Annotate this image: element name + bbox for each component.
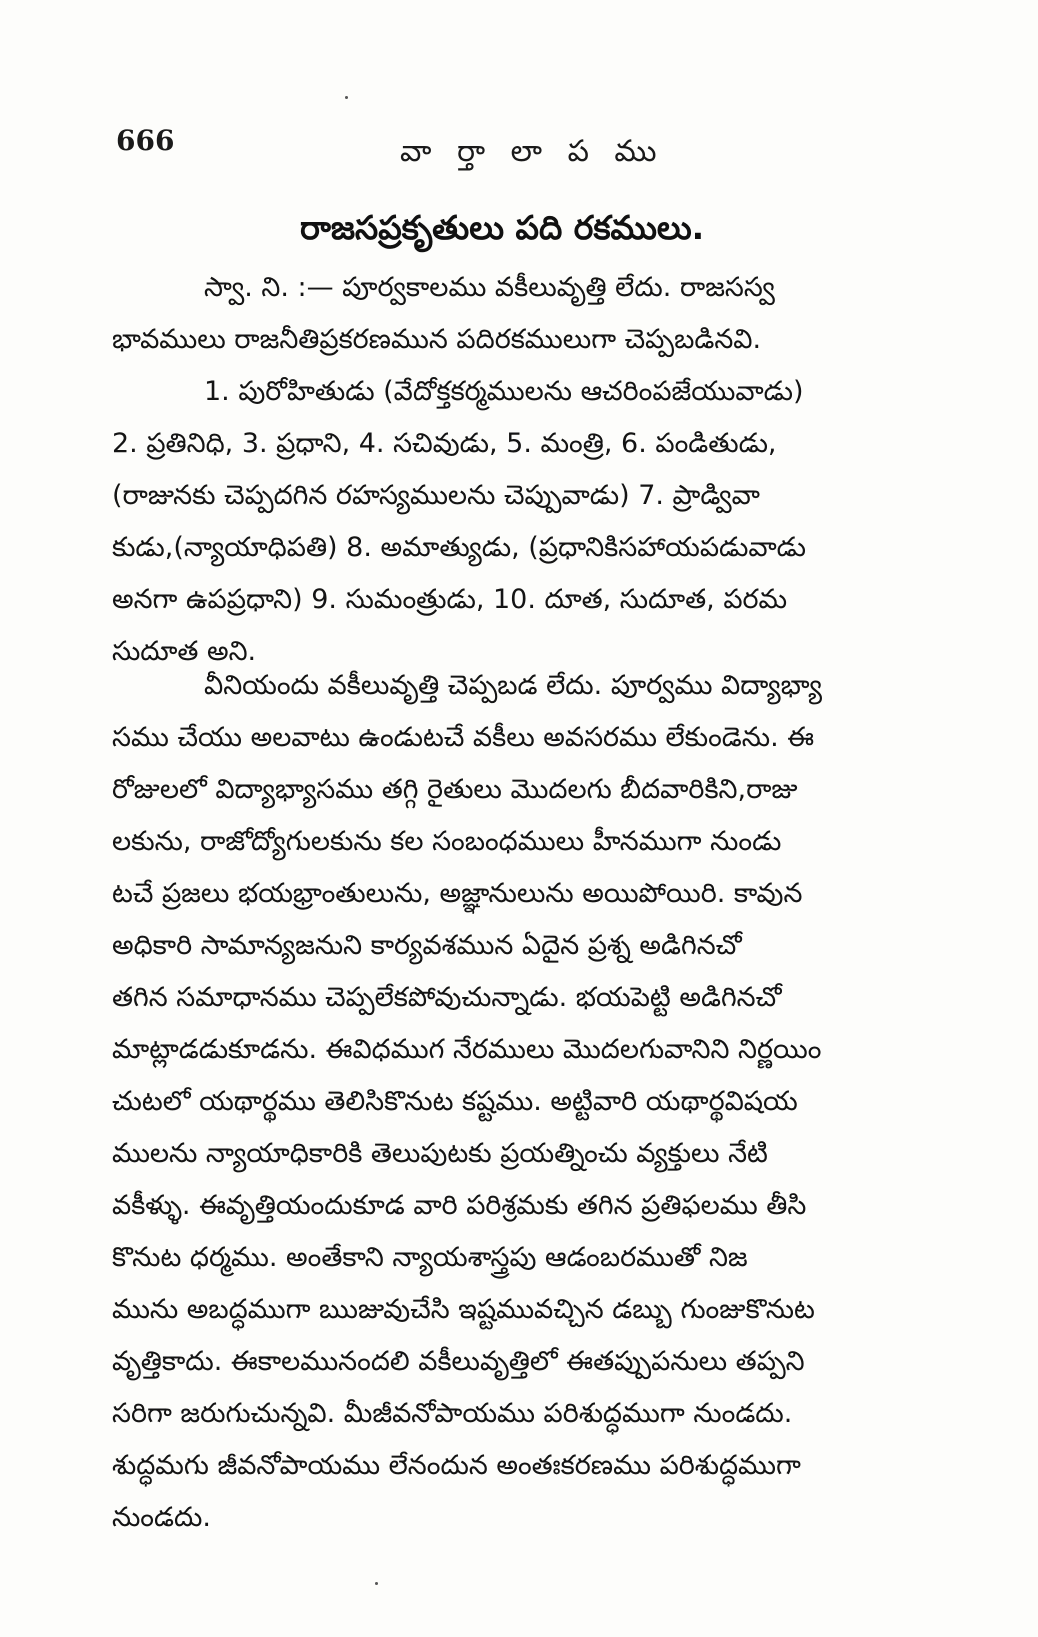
page-number: 666	[116, 124, 175, 157]
text-line: కొనుట ధర్మము. అంతేకాని న్యాయశాస్త్రపు ఆడంబరముతో నిజ	[112, 1242, 748, 1273]
text-line: మును అబద్ధముగా ఋజువుచేసి ఇష్టమువచ్చిన డబ్బు గుంజుకొనుట	[112, 1294, 815, 1325]
text-line: 2. ప్రతినిధి, 3. ప్రధాని, 4. సచివుడు, 5. మంత్రి, 6. పండితుడు,	[112, 428, 777, 459]
text-line: టచే ప్రజలు భయభ్రాంతులును, అజ్ఞానులును అయిపోయిరి. కావున	[112, 878, 803, 909]
text-line: నుండదు.	[112, 1502, 211, 1533]
print-speck	[345, 96, 348, 99]
paragraph-2	[112, 660, 924, 1544]
text-line: స్వా. ని. :— పూర్వకాలము వకీలువృత్తి లేదు. రాజసస్వ	[204, 272, 775, 303]
text-line: వృత్తికాదు. ఈకాలమునందలి వకీలువృత్తిలో ఈతప్పుపనులు తప్పని	[112, 1346, 805, 1377]
text-line: ములను న్యాయాధికారికి తెలుపుటకు ప్రయత్నించు వ్యక్తులు నేటి	[112, 1138, 768, 1169]
paragraph-1	[112, 262, 924, 678]
section-title: రాజసప్రకృతులు పది రకములు.	[300, 208, 705, 247]
text-line: అధికారి సామాన్యజనుని కార్యవశమున ఏదైన ప్రశ్న అడిగినచో	[112, 930, 742, 961]
text-line: వీనియందు వకీలువృత్తి చెప్పబడ లేదు. పూర్వము విద్యాభ్యా	[204, 670, 822, 701]
text-line: అనగా ఉపప్రధాని) 9. సుమంత్రుడు, 10. దూత, సుదూత, పరమ	[112, 584, 788, 615]
running-head: వా ర్తా లా ప ము	[400, 134, 665, 169]
text-line: సరిగా జరుగుచున్నవి. మీజీవనోపాయము పరిశుద్ధముగా నుండదు.	[112, 1398, 793, 1429]
text-line: శుద్ధమగు జీవనోపాయము లేనందున అంతఃకరణము పరిశుద్ధముగా	[112, 1450, 801, 1481]
text-line: సము చేయు అలవాటు ఉండుటచే వకీలు అవసరము లేకుండెను. ఈ	[112, 722, 815, 753]
text-line: భావములు రాజనీతిప్రకరణమున పదిరకములుగా చెప్పబడినవి.	[112, 324, 762, 355]
text-line: సుదూత అని.	[112, 636, 257, 667]
text-line: వకీళ్ళు. ఈవృత్తియందుకూడ వారి పరిశ్రమకు తగిన ప్రతిఫలము తీసి	[112, 1190, 807, 1221]
text-line: 1. పురోహితుడు (వేదోక్తకర్మములను ఆచరింపజేయువాడు)	[204, 376, 804, 407]
text-line: తగిన సమాధానము చెప్పలేకపోవుచున్నాడు. భయపెట్టి అడిగినచో	[112, 982, 782, 1013]
text-line: కుడు,(న్యాయాధిపతి) 8. అమాత్యుడు, (ప్రధానికిసహాయపడువాడు	[112, 532, 806, 563]
text-line: చుటలో యథార్థము తెలిసికొనుట కష్టము. అట్టివారి యథార్థవిషయ	[112, 1086, 798, 1117]
text-line: రోజులలో విద్యాభ్యాసము తగ్గి రైతులు మొదలగు బీదవారికిని,రాజు	[112, 774, 798, 805]
print-speck	[375, 1582, 378, 1585]
text-line: మాట్లాడడుకూడను. ఈవిధముగ నేరములు మొదలగువానిని నిర్ణయిం	[112, 1034, 822, 1065]
text-line: లకును, రాజోద్యోగులకును కల సంబంధములు హీనముగా నుండు	[112, 826, 782, 857]
text-line: (రాజునకు చెప్పదగిన రహస్యములను చెప్పువాడు) 7. ప్రాడ్వివా	[112, 480, 760, 511]
